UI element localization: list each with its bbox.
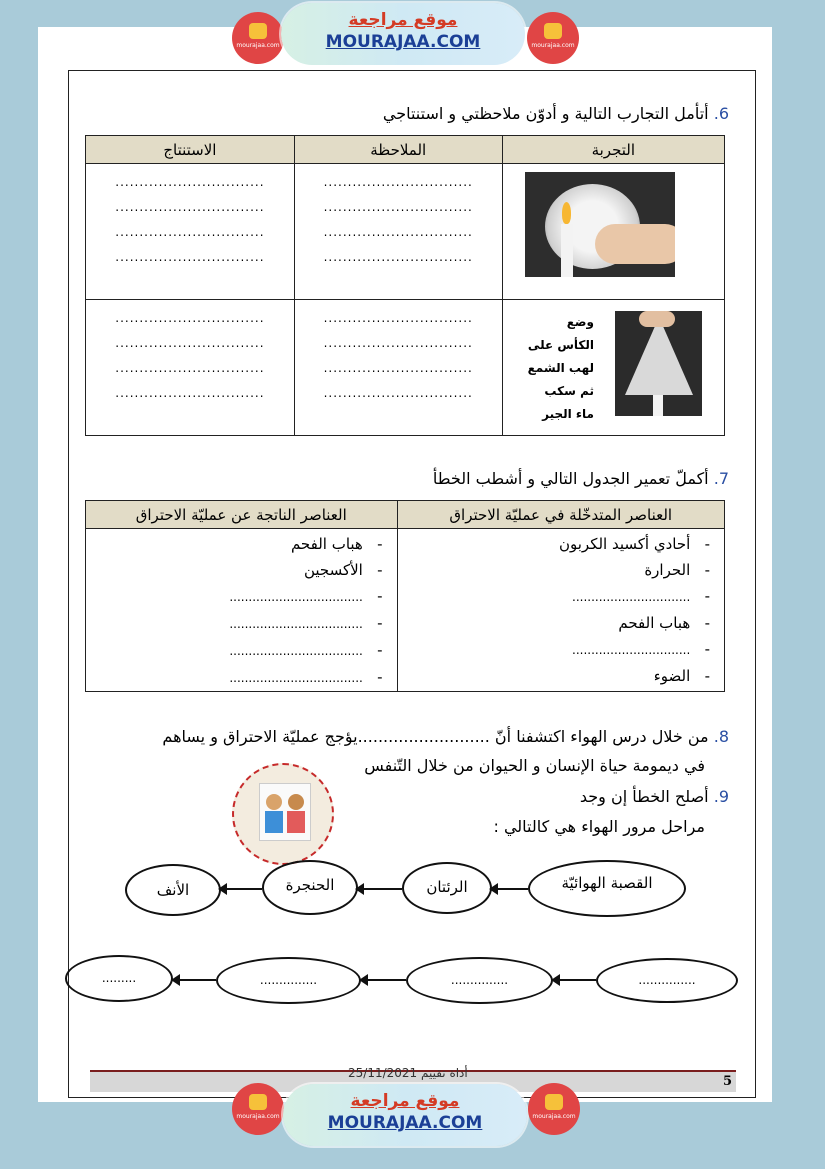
q6-number: 6. (713, 104, 729, 123)
logo-icon (544, 23, 562, 39)
answer-line[interactable]: ............................... (115, 311, 265, 325)
item-text: هباب الفحم (618, 614, 691, 632)
list-item[interactable]: - هباب الفحم (290, 535, 383, 553)
q9-subtitle (493, 817, 705, 836)
arrow-left-icon (220, 888, 262, 890)
oval-label: الحنجرة (285, 876, 335, 894)
site-name-en[interactable]: MOURAJAA.COM (325, 32, 481, 52)
q6-header-experiment: التجربة (502, 136, 724, 164)
oval-nose (125, 864, 221, 916)
answer-line[interactable]: ............................... (323, 250, 473, 264)
q8-text-2: في ديمومة حياة الإنسان و الحيوان من خلال التّنفس (364, 756, 705, 775)
q7-body-row (86, 529, 725, 692)
item-text: هباب الفحم (290, 535, 363, 553)
answer-line[interactable]: ............................... (323, 200, 473, 214)
q7-header-products: العناصر الناتجة عن عمليّة الاحتراق (86, 501, 398, 529)
list-item[interactable]: - أحادي أكسيد الكربون (558, 535, 710, 553)
q8-line-2 (364, 756, 705, 775)
list-item[interactable]: - ................................... (229, 668, 383, 686)
q9-text: أصلح الخطأ إن وجد (579, 787, 709, 806)
oval-label: القصبة الهوائيّة (561, 874, 653, 892)
answer-line[interactable]: ............................... (115, 386, 265, 400)
footer-date: أداة تقييم 25/11/2021 (348, 1066, 468, 1080)
oval-blank-4[interactable] (65, 955, 173, 1002)
list-item[interactable]: - ................................... (229, 614, 383, 632)
list-item[interactable]: - الضوء (653, 667, 710, 685)
blank-text: ......... (101, 971, 137, 985)
site-name-ar[interactable]: موقع مراجعة (350, 1091, 460, 1111)
site-banner-top[interactable] (281, 3, 525, 65)
logo-icon (545, 1094, 563, 1110)
q6-observation-cell-2[interactable] (294, 300, 502, 436)
blank-text: ............... (259, 973, 318, 987)
site-name-ar[interactable]: موقع مراجعة (348, 10, 458, 30)
oval-lungs (402, 862, 492, 914)
oval-blank-1[interactable] (596, 958, 738, 1003)
oval-blank-3[interactable] (216, 957, 361, 1004)
answer-line[interactable]: ............................... (323, 336, 473, 350)
answer-line[interactable]: ............................... (115, 225, 265, 239)
site-logo-left (232, 12, 284, 64)
arrow-left-icon (361, 979, 406, 981)
page-number: 5 (722, 1074, 732, 1089)
list-item[interactable]: - ................................... (229, 587, 383, 605)
q7-header-inputs: العناصر المتدخّلة في عمليّة الاحتراق (397, 501, 724, 529)
list-item[interactable]: - الحرارة (644, 561, 710, 579)
list-item[interactable]: - ................................... (229, 641, 383, 659)
q7-text: أكملّ تعمير الجدول التالي و أشطب الخطأ (432, 469, 709, 488)
item-text: ................................... (229, 671, 363, 685)
oval-larynx (262, 860, 358, 915)
q9-title (580, 787, 729, 806)
glass-icon (625, 317, 693, 395)
item-text: الأكسجين (303, 561, 363, 579)
q6-header-conclusion: الاستنتاج (86, 136, 295, 164)
list-item[interactable]: - ............................... (572, 587, 710, 605)
item-text: ................................... (229, 617, 363, 631)
answer-line[interactable]: ............................... (323, 311, 473, 325)
answer-line[interactable]: ............................... (323, 175, 473, 189)
list-item[interactable]: - ............................... (572, 640, 710, 658)
candle-icon (561, 224, 573, 277)
answer-line[interactable]: ............................... (323, 225, 473, 239)
site-logo-right (527, 12, 579, 64)
q7-products-cell (86, 529, 398, 692)
answer-line[interactable]: ............................... (115, 361, 265, 375)
logo-icon (249, 1094, 267, 1110)
q7-inputs-cell (397, 529, 724, 692)
answer-line[interactable]: ............................... (115, 336, 265, 350)
q6-header-row (86, 136, 725, 164)
blank-text: ............... (638, 973, 696, 987)
q6-text: أتأمل التجارب التالية و أدوّن ملاحظتي و استنتاجي (382, 104, 709, 123)
oval-label: الرئتان (426, 878, 468, 896)
blank-text: ............... (450, 973, 509, 987)
answer-line[interactable]: ............................... (323, 386, 473, 400)
answer-line[interactable]: ............................... (323, 361, 473, 375)
hand-icon (639, 311, 675, 327)
arrow-left-icon (553, 979, 596, 981)
caption-line: ثم سكب (544, 384, 594, 398)
logo-caption: mourajaa.com (531, 42, 575, 49)
glass-over-candle-photo (615, 311, 702, 416)
item-text: ............................... (572, 590, 691, 604)
oval-label: الأنف (156, 881, 190, 899)
q6-title (129, 104, 729, 123)
flame-icon (562, 202, 571, 224)
logo-caption: mourajaa.com (236, 1113, 280, 1120)
answer-line[interactable]: ............................... (115, 175, 265, 189)
candle-icon (653, 395, 663, 416)
q7-title (129, 469, 729, 488)
candle-paper-photo (525, 172, 675, 277)
item-text: الضوء (653, 667, 691, 685)
q6-conclusion-cell-1[interactable] (86, 164, 295, 300)
q6-experiment-caption (512, 311, 594, 426)
answer-line[interactable]: ............................... (115, 200, 265, 214)
q6-conclusion-cell-2[interactable] (86, 300, 295, 436)
item-text: ............................... (572, 643, 691, 657)
caption-line: الكأس على (527, 338, 594, 352)
logo-icon (249, 23, 267, 39)
site-name-en[interactable]: MOURAJAA.COM (327, 1113, 483, 1133)
site-logo-right-bottom (528, 1083, 580, 1135)
hand-icon (595, 224, 675, 264)
q6-header-observation: الملاحظة (294, 136, 502, 164)
caption-line: لهب الشمع (527, 361, 594, 375)
children-illustration (232, 763, 334, 865)
list-item[interactable]: - هباب الفحم (618, 614, 710, 632)
answer-line[interactable]: ............................... (115, 250, 265, 264)
oval-trachea (528, 860, 686, 917)
kids-icon (259, 783, 311, 841)
arrow-left-icon (173, 979, 216, 981)
site-logo-left-bottom (232, 1083, 284, 1135)
list-item[interactable]: - الأكسجين (303, 561, 383, 579)
q6-observation-cell-1[interactable] (294, 164, 502, 300)
q9-subtitle-text: مراحل مرور الهواء هي كالتالي : (493, 817, 705, 836)
item-text: ................................... (229, 590, 363, 604)
q7-table (85, 500, 725, 692)
caption-line: وضع (566, 315, 594, 329)
q7-header-row (86, 501, 725, 529)
q7-number: 7. (713, 469, 729, 488)
logo-caption: mourajaa.com (532, 1113, 576, 1120)
site-banner-bottom[interactable] (283, 1084, 527, 1146)
arrow-left-icon (491, 888, 528, 890)
q8-number: 8. (713, 727, 729, 746)
caption-line: ماء الجير (542, 407, 594, 421)
logo-caption: mourajaa.com (236, 42, 280, 49)
q8-text-1[interactable]: من خلال درس الهواء اكتشفنا أنّ ..........................يؤجج عمليّة الاحتراق و يساهم (162, 727, 709, 746)
item-text: ................................... (229, 644, 363, 658)
arrow-left-icon (357, 888, 402, 890)
oval-blank-2[interactable] (406, 957, 553, 1004)
q9-number: 9. (713, 787, 729, 806)
item-text: الحرارة (644, 561, 691, 579)
item-text: أحادي أكسيد الكربون (558, 535, 691, 553)
q8-line-1 (162, 727, 729, 746)
